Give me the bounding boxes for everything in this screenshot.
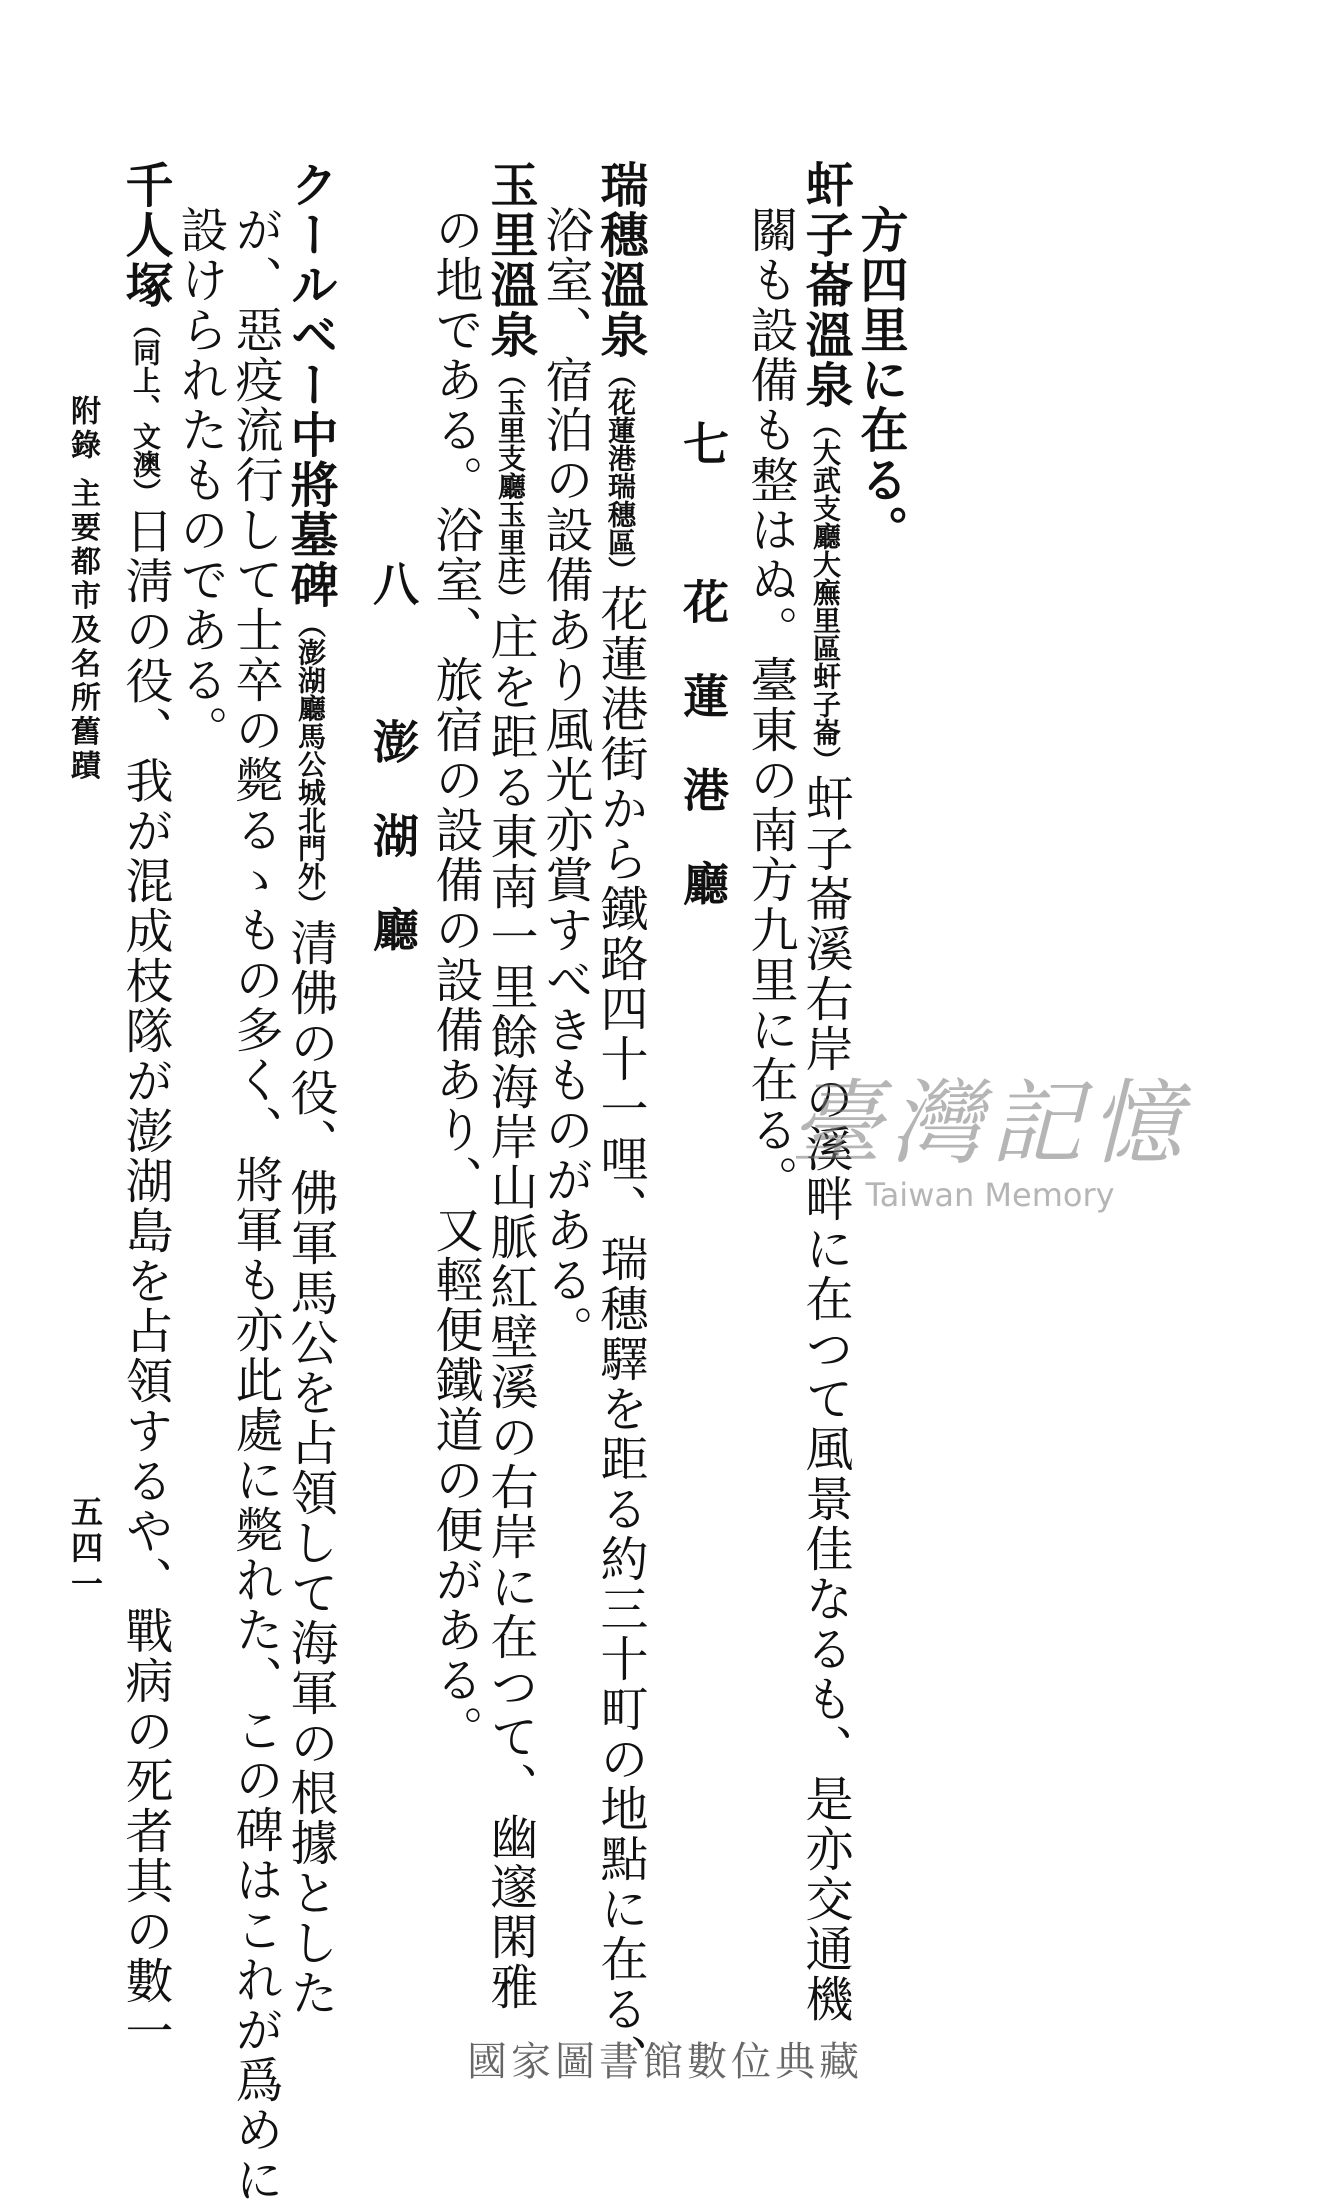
text-column-4: [590, 160, 650, 2084]
page-number: 五四一: [66, 1495, 104, 1603]
entry-location-note: （澎湖廳馬公城北門外）: [294, 610, 327, 918]
column-text: の地である。浴室、旅宿の設備の設備あり、又輕便鐵道の便がある。: [427, 205, 483, 1755]
column-text: 清佛の役、佛軍馬公を占領して海軍の根據とした: [282, 918, 338, 2018]
text-column-9: [225, 205, 285, 2205]
text-column-1: [850, 205, 910, 555]
text-column-8: [280, 160, 340, 2018]
column-text: 虷子崙溪右岸の溪畔に在つて風景佳なるも、是亦交通機: [797, 774, 853, 2024]
entry-location-note: （花蓮港瑞穗區）: [604, 360, 637, 584]
entry-title: 瑞穗溫泉: [592, 160, 648, 360]
text-column-10: [170, 205, 230, 755]
entry-location-note: （同上、文澳）: [129, 310, 162, 506]
column-text: 關も設備も整はぬ。臺東の南方九里に在る。: [742, 205, 798, 1205]
watermark-logo: [790, 1050, 1190, 1214]
column-text: 花蓮港街から鐵路四十一哩、瑞穗驛を距る約三十町の地點に在る、: [592, 584, 648, 2084]
column-text: 庄を距る東南一里餘海岸山脈紅壁溪の右岸に在つて、幽邃閑雅: [482, 612, 538, 2012]
entry-location-note: （玉里支廳玉里庄）: [494, 360, 527, 612]
running-head: 附錄 主要都市及名所舊蹟: [65, 395, 100, 784]
text-column-11: [115, 160, 175, 2056]
text-column-5: [535, 205, 595, 1355]
watermark-chinese: 臺灣記憶: [790, 1070, 1191, 1177]
watermark-english: Taiwan Memory: [865, 1176, 1115, 1214]
column-text: 方四里に在る。: [852, 205, 908, 555]
text-column-7: [425, 205, 485, 1755]
footer-collection-label: 國家圖書館數位典藏: [467, 2039, 863, 2085]
section-heading-penghu: 八 澎湖廳: [366, 560, 420, 1001]
text-column-6: [480, 160, 540, 2012]
entry-title: クールベー中將墓碑: [282, 160, 338, 610]
column-text: が、惡疫流行して士卒の斃るゝもの多く、將軍も亦此處に斃れた、この碑はこれが爲めに: [227, 205, 283, 2205]
entry-title: 虷子崙溫泉: [797, 160, 853, 410]
column-text: 浴室、宿泊の設備あり風光亦賞すべきものがある。: [537, 205, 593, 1355]
column-text: 設けられたものである。: [172, 205, 228, 755]
column-text: 日淸の役、我が混成枝隊が澎湖島を占領するや、戰病の死者其の數一: [117, 506, 173, 2056]
section-heading-hualien: 七 花蓮港廳: [676, 420, 730, 955]
entry-title: 千人塚: [117, 160, 173, 310]
entry-location-note: （大武支廳大廡里區虷子崙）: [809, 410, 842, 774]
entry-title: 玉里溫泉: [482, 160, 538, 360]
